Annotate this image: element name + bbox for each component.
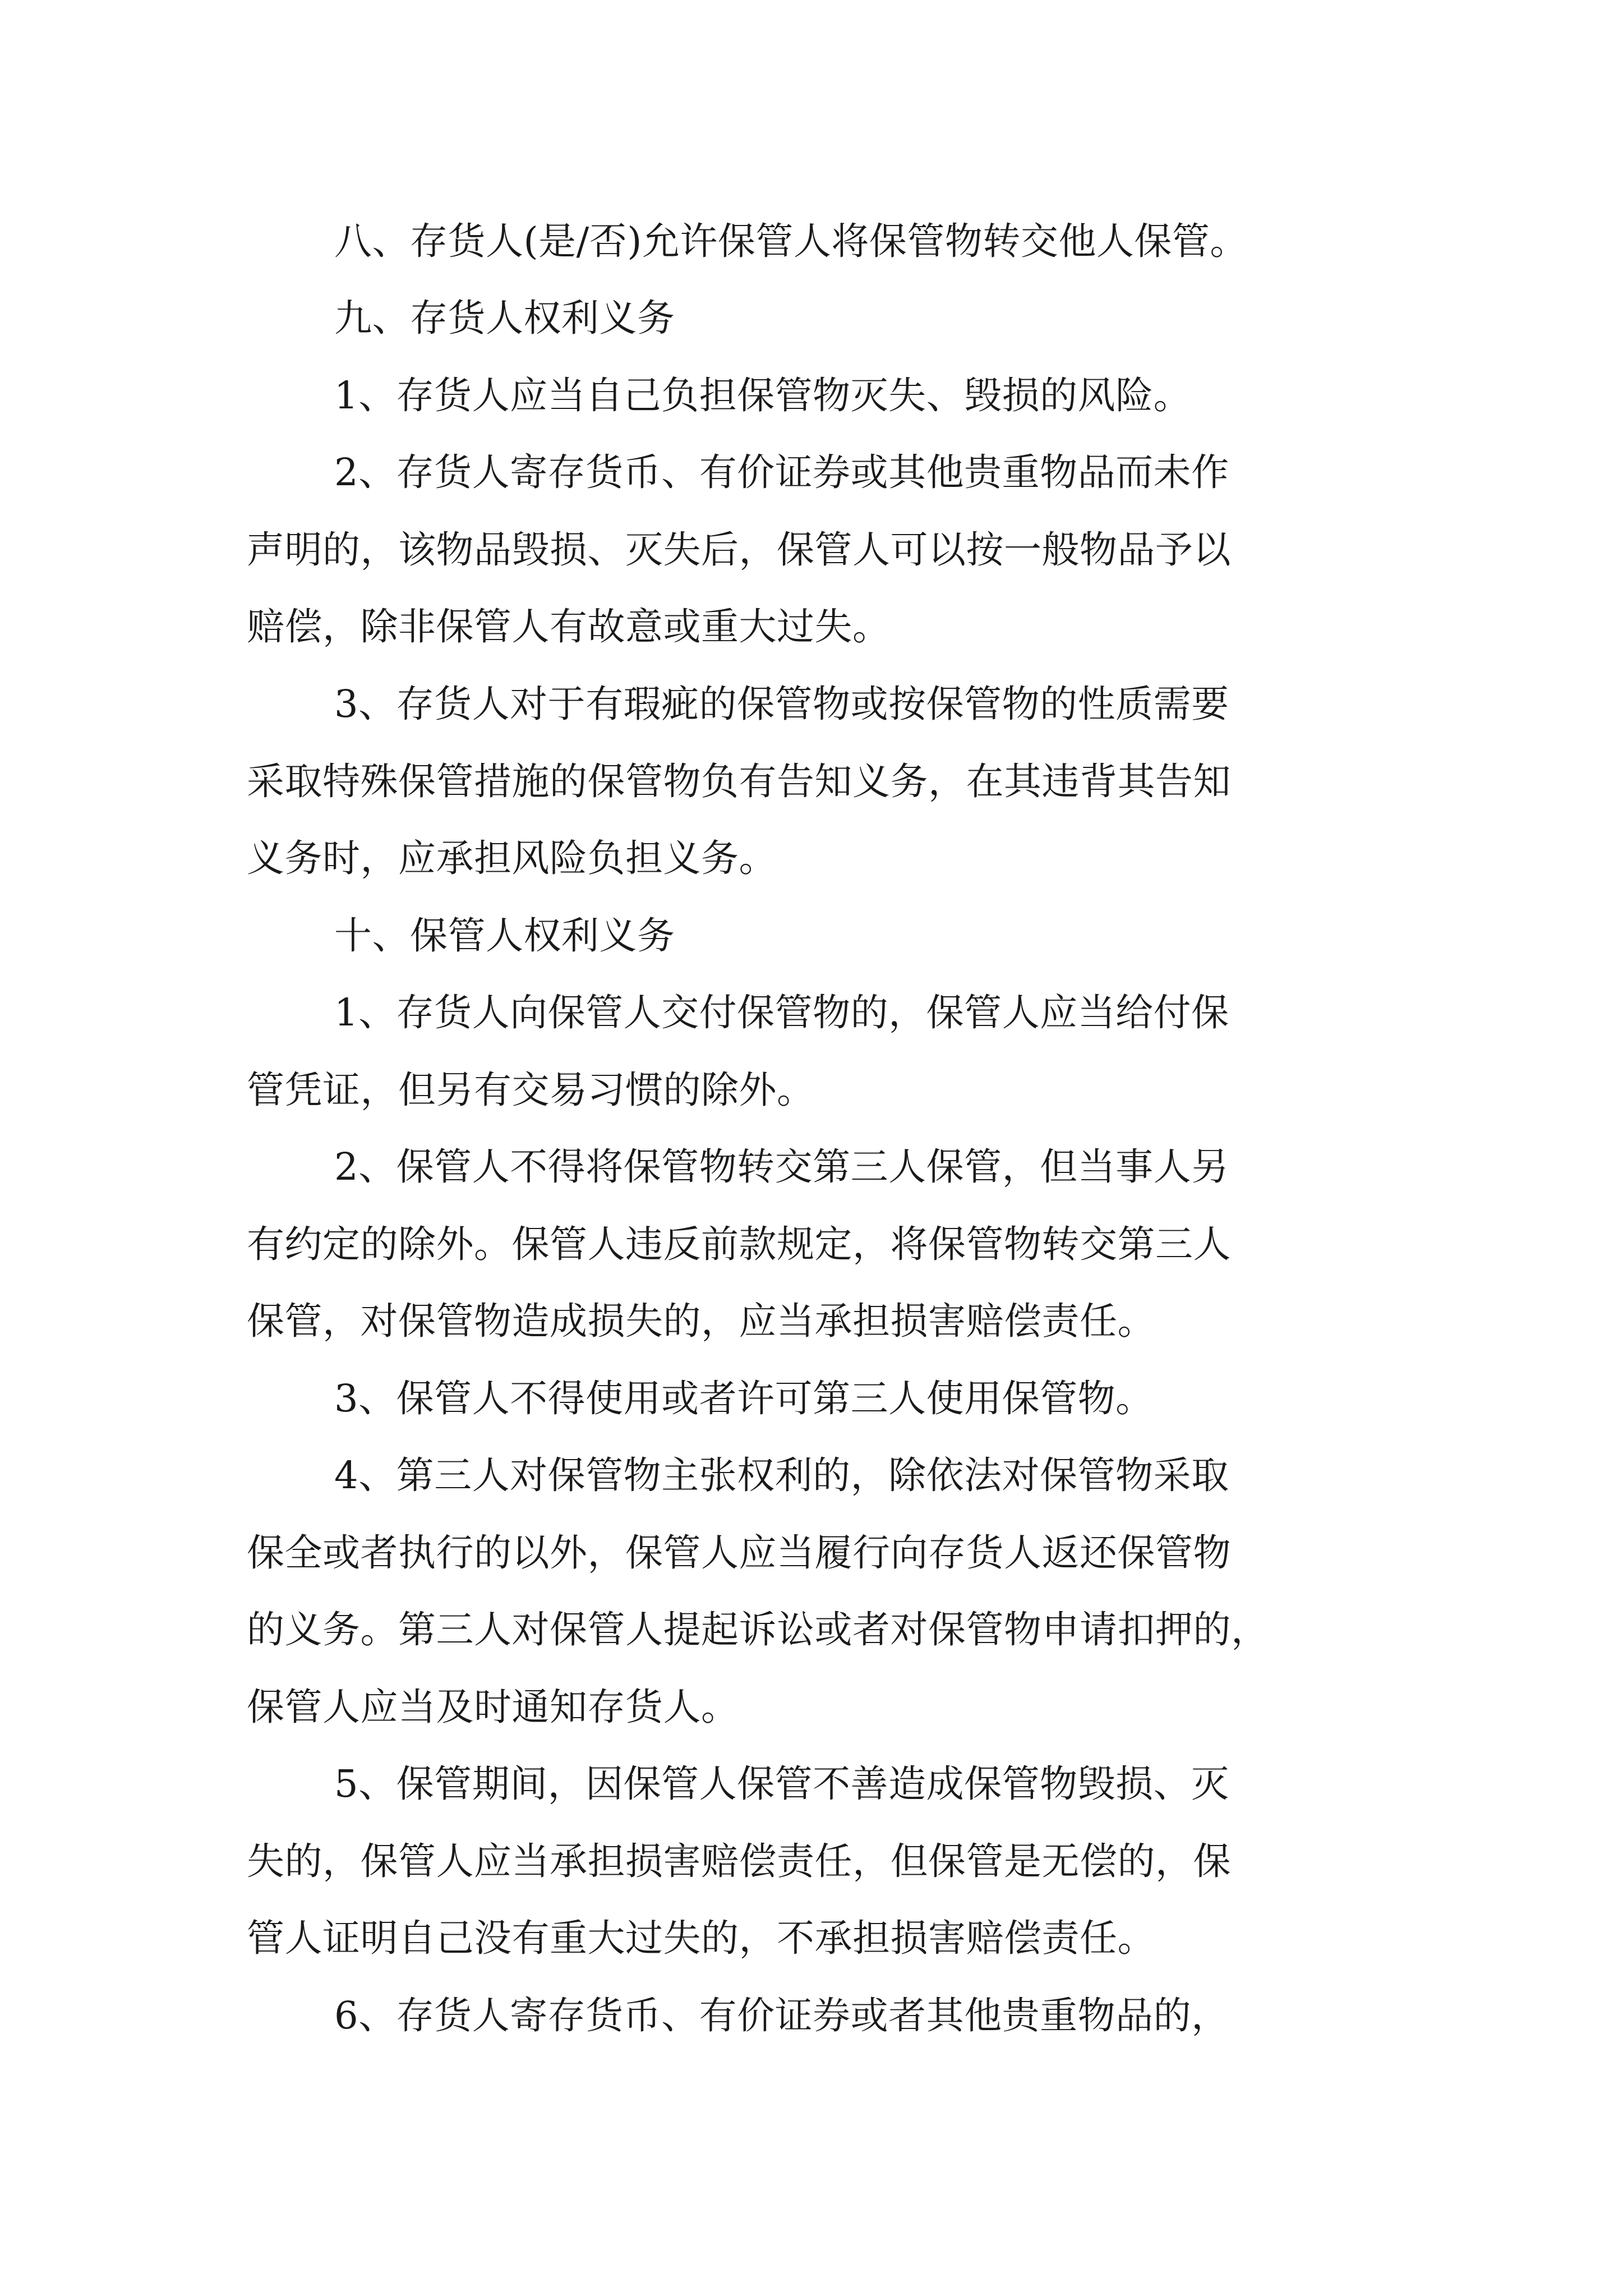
clause-10-5-line-3: 管人证明自己没有重大过失的，不承担损害赔偿责任。	[247, 1916, 1155, 1960]
clause-10-2-line-2: 有约定的除外。保管人违反前款规定，将保管物转交第三人	[247, 1222, 1231, 1266]
clause-10-4-line-3: 的义务。第三人对保管人提起诉讼或者对保管物申请扣押的，	[247, 1608, 1269, 1651]
clause-10-5-line-1: 5、保管期间，因保管人保管不善造成保管物毁损、灭	[334, 1762, 1229, 1806]
clause-9-1-line: 1、存货人应当自己负担保管物灭失、毁损的风险。	[334, 374, 1192, 417]
section-10-heading: 十、保管人权利义务	[334, 914, 675, 958]
clause-9-3-line-1: 3、存货人对于有瑕疵的保管物或按保管物的性质需要	[334, 682, 1229, 726]
clause-10-1-line-1: 1、存货人向保管人交付保管物的，保管人应当给付保	[334, 991, 1229, 1034]
clause-9-2-line-2: 声明的，该物品毁损、灭失后，保管人可以按一般物品予以	[247, 528, 1231, 572]
clause-10-4-line-4: 保管人应当及时通知存货人。	[247, 1685, 739, 1729]
clause-9-3-line-2: 采取特殊保管措施的保管物负有告知义务，在其违背其告知	[247, 760, 1231, 803]
clause-10-3-line: 3、保管人不得使用或者许可第三人使用保管物。	[334, 1377, 1154, 1420]
clause-10-2-line-3: 保管，对保管物造成损失的，应当承担损害赔偿责任。	[247, 1299, 1155, 1343]
section-9-heading: 九、存货人权利义务	[334, 296, 675, 340]
clause-10-1-line-2: 管凭证，但另有交易习惯的除外。	[247, 1068, 815, 1112]
clause-9-3-line-3: 义务时，应承担风险负担义务。	[247, 836, 777, 880]
clause-10-4-line-1: 4、第三人对保管物主张权利的，除依法对保管物采取	[334, 1453, 1229, 1497]
clause-10-6-line-1: 6、存货人寄存货币、有价证券或者其他贵重物品的，	[334, 1994, 1229, 2037]
clause-10-5-line-2: 失的，保管人应当承担损害赔偿责任，但保管是无偿的，保	[247, 1839, 1231, 1883]
clause-10-2-line-1: 2、保管人不得将保管物转交第三人保管，但当事人另	[334, 1145, 1229, 1189]
clause-10-4-line-2: 保全或者执行的以外，保管人应当履行向存货人返还保管物	[247, 1531, 1231, 1575]
clause-9-2-line-3: 赔偿，除非保管人有故意或重大过失。	[247, 605, 891, 648]
clause-9-2-line-1: 2、存货人寄存货币、有价证券或其他贵重物品而未作	[334, 450, 1229, 494]
clause-8-line: 八、存货人(是/否)允许保管人将保管物转交他人保管。	[334, 219, 1248, 263]
